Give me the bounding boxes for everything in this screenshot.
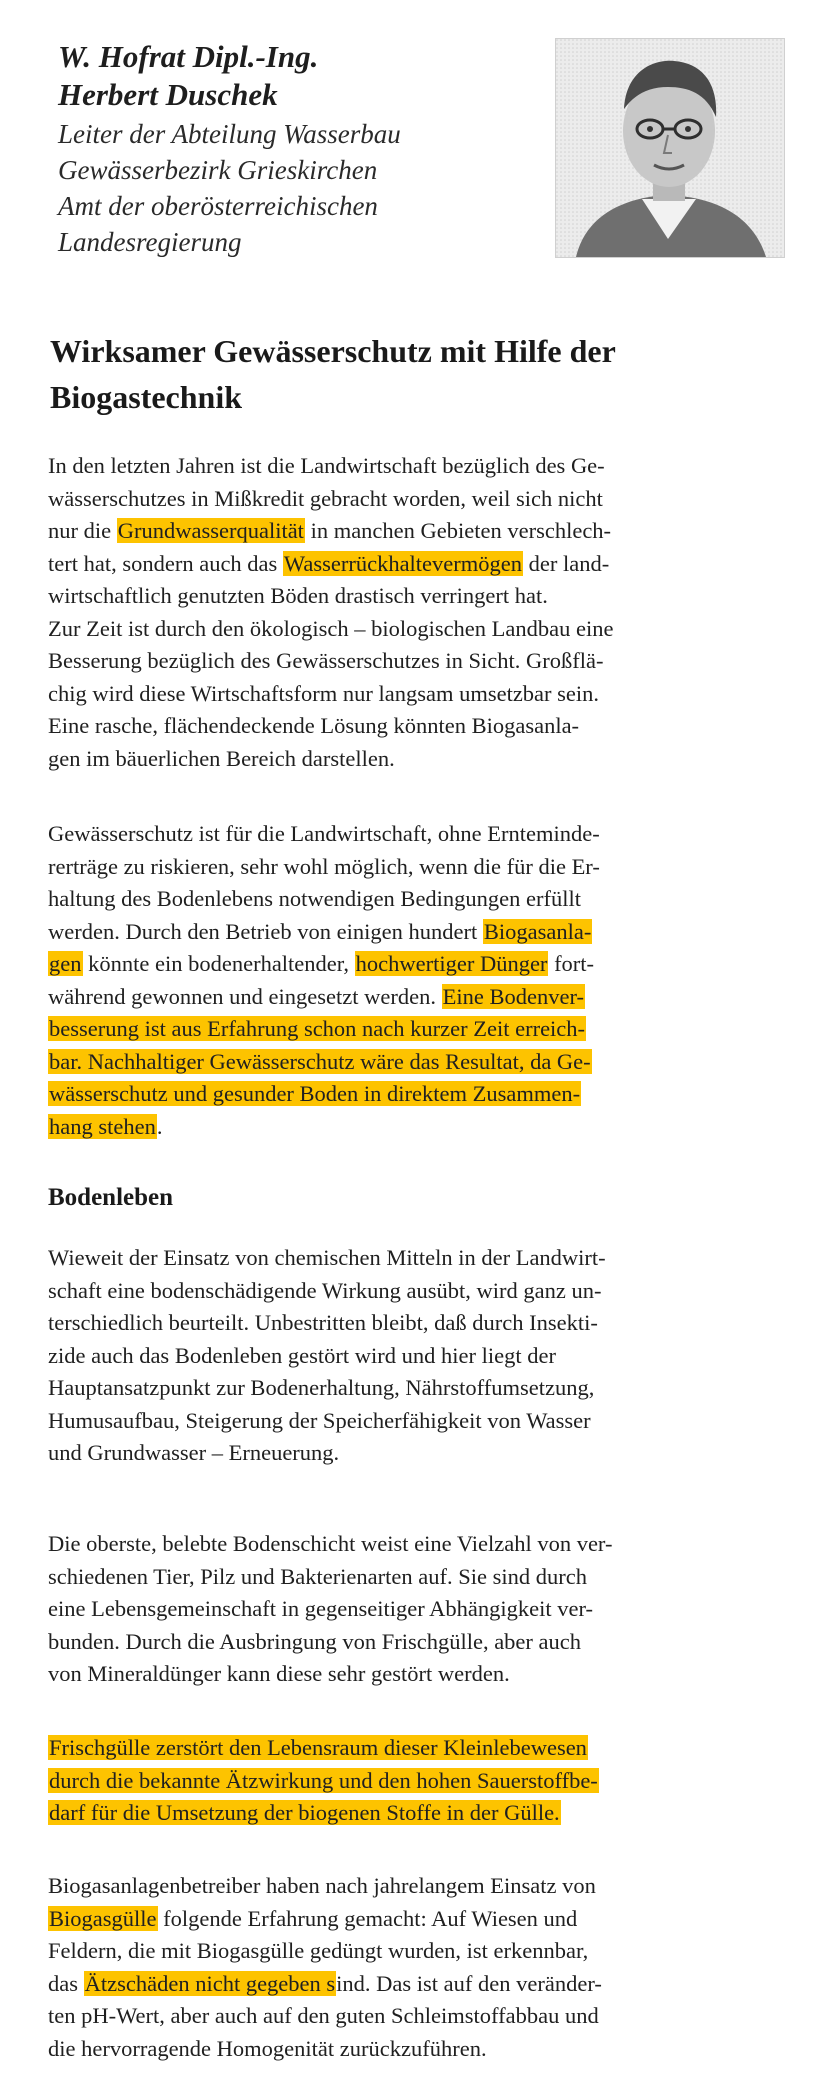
paragraph-1 xyxy=(48,450,776,775)
highlighted-text: Frischgülle zerstört den Lebensraum dieser Kleinlebewesen xyxy=(49,1735,587,1760)
text-line: eine Lebensgemeinschaft in gegenseitiger Abhängigkeit ver- xyxy=(48,1596,593,1621)
author-role-line: Leiter der Abteilung Wasserbau xyxy=(58,119,401,149)
highlighted-text: darf für die Umsetzung der biogenen Stoffe in der Gülle. xyxy=(49,1800,560,1825)
text-line: wässerschutzes in Mißkredit gebracht worden, weil sich nicht xyxy=(48,485,603,511)
text-line: Die oberste, belebte Bodenschicht weist eine Vielzahl von ver- xyxy=(48,1531,613,1556)
text-line: chig wird diese Wirtschaftsform nur langsam umsetzbar sein. xyxy=(48,680,600,706)
text-line: bunden. Durch die Ausbringung von Frischgülle, aber auch xyxy=(48,1628,582,1654)
text-line: rerträge zu riskieren, sehr wohl möglich, wenn die für die Er- xyxy=(48,853,600,879)
text-line xyxy=(48,1013,776,1046)
text-line xyxy=(48,1732,776,1765)
highlighted-text: hang stehen xyxy=(49,1113,156,1139)
highlighted-text: gen xyxy=(49,951,82,976)
text-line: ten pH-Wert, aber auch auf den guten Schleimstoffabbau und xyxy=(48,2003,599,2028)
section-heading: Bodenleben xyxy=(48,1184,174,1211)
author-block xyxy=(58,38,538,260)
text-line: haltung des Bodenlebens notwendigen Bedingungen erfüllt xyxy=(48,886,582,911)
text-line: hang stehen. xyxy=(49,1113,163,1139)
text-line: In den letzten Jahren ist die Landwirtschaft bezüglich des Ge- xyxy=(48,453,605,478)
text-line: die hervorragende Homogenität zurückzuführen. xyxy=(48,2035,487,2061)
text-line: werden. Durch den Betrieb von einigen hundert Biogasanla- xyxy=(48,918,592,944)
text-line: während gewonnen und eingesetzt werden. Eine Bodenver- xyxy=(48,983,584,1009)
text-line: gen könnte ein bodenerhaltender, hochwertiger Dünger fort- xyxy=(49,951,595,976)
text-line xyxy=(48,1078,776,1111)
highlighted-text: hochwertiger Dünger xyxy=(355,951,548,976)
text-line: wirtschaftlich genutzten Böden drastisch verringert hat. xyxy=(48,583,548,608)
text-line: Humusaufbau, Steigerung der Speicherfähigkeit von Wasser xyxy=(48,1407,591,1433)
text-line: gen im bäuerlichen Bereich darstellen. xyxy=(48,745,395,771)
paragraph-3 xyxy=(48,1242,776,1470)
highlighted-text: Eine Bodenver- xyxy=(442,983,584,1009)
portrait-illustration xyxy=(556,39,784,257)
paragraph-2 xyxy=(48,818,776,1143)
paragraph-5 xyxy=(48,1732,776,1830)
text-line: Hauptansatzpunkt zur Bodenerhaltung, Nährstoffumsetzung, xyxy=(48,1375,595,1400)
text-line: Wieweit der Einsatz von chemischen Mitteln in der Landwirt- xyxy=(48,1245,606,1270)
highlighted-text: Biogasanla- xyxy=(483,918,592,944)
text-line: Gewässerschutz ist für die Landwirtschaft, ohne Ernteminde- xyxy=(48,821,600,846)
highlighted-text: besserung ist aus Erfahrung schon nach kurzer Zeit erreich- xyxy=(49,1016,586,1041)
highlighted-text: wässerschutz und gesunder Boden in direktem Zusammen- xyxy=(49,1081,581,1106)
text-line: schiedenen Tier, Pilz und Bakterienarten auf. Sie sind durch xyxy=(48,1563,587,1589)
text-line: Biogasgülle folgende Erfahrung gemacht: Auf Wiesen und xyxy=(49,1905,578,1931)
text-line: Biogasanlagenbetreiber haben nach jahrelangem Einsatz von xyxy=(48,1873,596,1898)
text-line: Besserung bezüglich des Gewässerschutzes in Sicht. Großflä- xyxy=(48,648,604,673)
paragraph-4 xyxy=(48,1528,776,1691)
author-name-line-1: W. Hofrat Dipl.-Ing. xyxy=(58,39,319,74)
text-line: Eine rasche, flächendeckende Lösung könnten Biogasanla- xyxy=(48,713,580,738)
highlighted-text: Ätzschäden nicht gegeben s xyxy=(84,1970,336,1996)
highlighted-text: Wasserrückhaltevermögen xyxy=(283,550,523,576)
text-line: zide auch das Bodenleben gestört wird und hier liegt der xyxy=(48,1342,556,1368)
text-line xyxy=(48,1797,776,1830)
highlighted-text: bar. Nachhaltiger Gewässerschutz wäre das Resultat, da Ge- xyxy=(49,1048,591,1074)
author-role-line: Gewässerbezirk Grieskirchen xyxy=(58,155,378,185)
text-line: nur die Grundwasserqualität in manchen Gebieten verschlech- xyxy=(48,518,612,543)
author-role-line: Landesregierung xyxy=(58,227,242,257)
text-line xyxy=(48,1765,776,1798)
text-line: tert hat, sondern auch das Wasserrückhaltevermögen der land- xyxy=(48,550,610,576)
text-line: schaft eine bodenschädigende Wirkung ausübt, wird ganz un- xyxy=(48,1277,602,1303)
article-title: Wirksamer Gewässerschutz mit Hilfe der Biogastechnik xyxy=(50,333,616,415)
text-line: und Grundwasser – Erneuerung. xyxy=(48,1440,340,1465)
text-line: Feldern, die mit Biogasgülle gedüngt wurden, ist erkennbar, xyxy=(48,1938,589,1963)
highlighted-text: Biogasgülle xyxy=(49,1905,157,1931)
highlighted-text: durch die bekannte Ätzwirkung und den hohen Sauerstoffbe- xyxy=(49,1767,598,1793)
author-role xyxy=(58,116,538,260)
author-role-line: Amt der oberösterreichischen xyxy=(58,191,378,221)
text-line: von Mineraldünger kann diese sehr gestört werden. xyxy=(48,1661,510,1686)
paragraph-6 xyxy=(48,1870,776,2065)
text-line: terschiedlich beurteilt. Unbestritten bleibt, daß durch Insekti- xyxy=(48,1310,598,1335)
author-name-line-2: Herbert Duschek xyxy=(58,77,278,112)
author-portrait-photo xyxy=(555,38,785,258)
highlighted-text: Grundwasserqualität xyxy=(117,518,304,543)
text-line xyxy=(48,1046,776,1079)
text-line: Zur Zeit ist durch den ökologisch – biologischen Landbau eine xyxy=(48,615,614,641)
text-line: das Ätzschäden nicht gegeben sind. Das ist auf den veränder- xyxy=(48,1970,602,1996)
